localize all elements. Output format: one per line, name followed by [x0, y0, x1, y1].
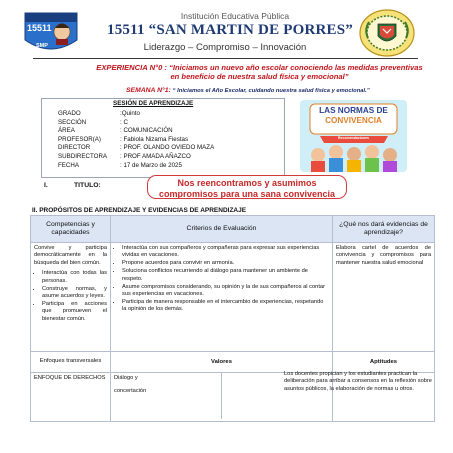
actitudes-header: Aptitudes — [333, 352, 435, 373]
logo-initials: SMP — [36, 43, 48, 49]
section2-heading: II. PROPÓSITOS DE APRENDIZAJE Y EVIDENCIAS DE APRENDIZAJE — [32, 207, 247, 214]
section1-label: TITULO: — [74, 182, 101, 189]
criterio-item: • Participa de manera responsable en el intercambio de experiencias, respetando la opinión de los demás. — [122, 299, 329, 314]
valor-line: Diálogo y — [114, 375, 138, 381]
table-row — [31, 352, 435, 373]
sesion-row-profesor — [58, 136, 214, 145]
capacidad-item: • Participa en acciones que promueven el bienestar común. — [42, 301, 107, 323]
row-key: SUBDIRECTORA — [58, 152, 108, 160]
experiencia-text: “Iniciamos un nuevo año escolar conociendo las medidas preventivas en beneficio de nuestra salud física y emocional” — [169, 63, 423, 81]
criterio-item: • Asume compromisos considerando, su opinión y la de sus compañeros al contar sus experiencias en vacaciones. — [122, 284, 329, 299]
row-value: : COMUNICACIÓN — [120, 127, 173, 135]
school-crest-right — [358, 8, 416, 58]
row-key: ÁREA — [58, 127, 75, 135]
row-key: GRADO — [58, 110, 81, 117]
semana-line — [126, 87, 426, 94]
sesion-row-grado — [58, 110, 214, 119]
row-key: DIRECTOR — [58, 144, 91, 152]
row-value: : Fabiola Nizama Fiestas — [120, 135, 189, 143]
norms-illustration — [300, 100, 407, 172]
criterio-item: • Soluciona conflictos recurriendo al diálogo para mantener un ambiente de respeto. — [122, 268, 329, 283]
capacidad-item: • Construye normas, y asume acuerdos y leyes. — [42, 286, 107, 301]
row-value: :Quinto — [120, 110, 140, 117]
institution-motto: Liderazgo – Compromiso – Innovación — [143, 42, 307, 53]
experiencia-label: EXPERIENCIA N°0 : — [96, 63, 170, 72]
header-competencias: Competencias y capacidades — [31, 216, 111, 243]
sesion-row-seccion — [58, 119, 214, 128]
sesion-row-subdirectora — [58, 153, 214, 162]
row-key: PROFESOR(A) — [58, 135, 101, 143]
capacidad-item: • Interactúa con todas las personas. — [42, 270, 107, 285]
competencia-intro: Convive y participa democráticamente en la búsqueda del bien común. — [34, 245, 107, 266]
table-row — [31, 243, 435, 352]
criterio-item: • Propone acuerdos para convivir en armonía. — [122, 260, 329, 267]
norms-title-line1: LAS NORMAS DE — [319, 106, 388, 115]
section1-number: I. — [44, 182, 48, 189]
row-value: : C — [120, 118, 128, 126]
header-divider — [33, 58, 418, 59]
row-value: : 17 de Marzo de 2025 — [120, 161, 182, 169]
logo-number: 15511 — [27, 23, 52, 33]
header-evidencias: ¿Qué nos dará evidencias de aprendizaje? — [333, 216, 435, 243]
sesion-row-area — [58, 127, 214, 136]
criterio-item: • Interactúa con sus compañeros y compañeras para expresar sus experiencias vividas en vacaciones. — [122, 245, 329, 260]
institution-type: Institución Educativa Pública — [180, 11, 290, 21]
row-key: SECCIÓN — [58, 118, 87, 126]
sesion-row-fecha — [58, 162, 214, 171]
header-criterios-text: Criterios de Evaluación — [186, 224, 257, 232]
experiencia-line — [92, 63, 427, 81]
valor-line: concertación — [114, 388, 147, 395]
valores-header: Valores — [111, 352, 333, 373]
institution-name: 15511 “SAN MARTIN DE PORRES” — [107, 22, 353, 38]
competencia-cell — [31, 243, 111, 352]
enfoques-header: Enfoques transversales — [31, 352, 111, 373]
semana-text: “ Iniciamos el Año Escolar, cuidando nuestra salud física y emocional.” — [172, 88, 370, 94]
session-title-text: Nos reencontramos y asumimos compromisos para una sana convivencia — [158, 178, 336, 199]
row-value: : PROF AMADA AÑAZCO — [120, 152, 191, 160]
school-logo-left — [22, 10, 80, 56]
header-criterios — [111, 216, 333, 243]
norms-ribbon: Recomendaciones — [338, 136, 369, 140]
valor-cell — [111, 373, 221, 419]
table-header-row — [31, 216, 435, 243]
semana-label: SEMANA N°1: — [126, 87, 173, 94]
sesion-info-list — [58, 110, 214, 170]
session-title-box — [147, 175, 347, 199]
actitudes-text: Los docentes propician y los estudiantes practican la deliberación para arribar a consensos en la reflexión sobre asuntos públicos, la elaboración de normas u otros. — [284, 371, 432, 392]
evidencia-cell: Elabora cartel de acuerdos de convivencia y compromisos para mantener nuestra salud emocional — [333, 243, 435, 352]
sesion-title: SESIÓN DE APRENDIZAJE — [113, 100, 194, 107]
row-key: FECHA — [58, 161, 79, 169]
criterios-cell — [111, 243, 333, 352]
enfoque-cell: ENFOQUE DE DERECHOS — [31, 373, 111, 422]
norms-title-line2: CONVIVENCIA — [325, 116, 382, 125]
sesion-row-director — [58, 144, 214, 153]
row-value: : PROF. OLANDO OVIEDO MAZA — [120, 144, 215, 152]
